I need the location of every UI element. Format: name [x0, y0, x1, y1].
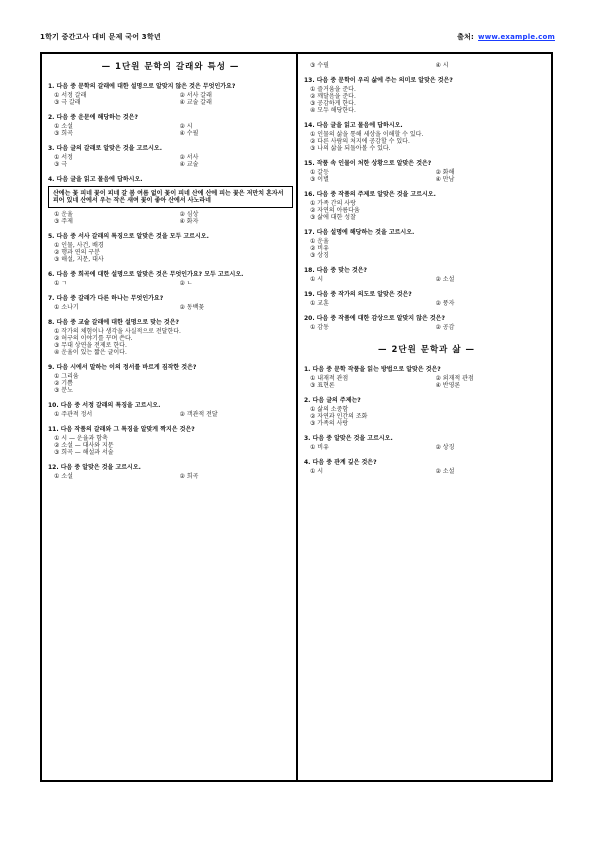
answer-option[interactable]: ③ 희곡 — [54, 130, 73, 137]
answer-option[interactable]: ② 서사 — [179, 154, 199, 161]
answer-option[interactable]: ③ 수필 — [310, 62, 329, 69]
question-item — [48, 295, 293, 311]
answer-option[interactable]: ② 화해 — [435, 169, 455, 176]
answer-option[interactable]: ① 시 — [310, 276, 324, 283]
answer-option[interactable]: ① ㄱ — [54, 280, 68, 287]
answer-option[interactable]: ① 갈등 — [310, 169, 329, 176]
question-stem: 18. 다음 중 맞는 것은? — [304, 267, 368, 274]
answer-option[interactable]: ② 자연과 인간의 조화 — [310, 413, 368, 420]
header-source-label: 출처: — [457, 33, 475, 41]
answer-options — [304, 324, 549, 331]
section-title-1: — 1단원 문학의 갈래와 특성 — — [101, 62, 240, 72]
answer-options — [304, 300, 549, 307]
answer-options — [304, 62, 549, 69]
answer-option[interactable]: ② ㄴ — [179, 280, 193, 287]
answer-option[interactable]: ② 풍자 — [435, 300, 455, 307]
answer-option[interactable]: ③ 이별 — [310, 176, 329, 183]
answer-option[interactable]: ① 삶의 소중함 — [310, 406, 349, 413]
answer-option[interactable]: ① 교훈 — [310, 300, 329, 307]
answer-option[interactable]: ① 시 — 운율과 함축 — [54, 435, 108, 442]
answer-option[interactable]: ① 서정 갈래 — [54, 92, 87, 99]
answer-options — [48, 373, 293, 394]
question-stem: 3. 다음 중 알맞은 것을 고르시오. — [304, 435, 393, 442]
question-item — [48, 271, 293, 287]
question-item — [304, 315, 549, 331]
answer-option[interactable]: ① 감동 — [310, 324, 329, 331]
question-item — [48, 145, 293, 168]
answer-options — [48, 211, 293, 225]
answer-options — [48, 242, 293, 263]
answer-option[interactable]: ③ 극 갈래 — [54, 99, 81, 106]
answer-option[interactable]: ② 시 — [179, 123, 193, 130]
answer-options — [48, 92, 293, 106]
answer-options — [48, 435, 293, 456]
question-stem: 15. 작품 속 인물이 처한 상황으로 알맞은 것은? — [304, 160, 432, 167]
section-title-2: — 2단원 문학과 삶 — — [377, 345, 476, 355]
answer-option[interactable]: ① 비유 — [310, 444, 329, 451]
answer-option[interactable]: ① 시 — [310, 468, 324, 475]
answer-option[interactable]: ① 인물의 삶을 통해 세상을 이해할 수 있다. — [310, 131, 424, 138]
answer-option[interactable]: ④ 반영론 — [435, 382, 461, 389]
answer-options — [48, 473, 293, 480]
answer-option[interactable]: ② 객관적 전달 — [179, 411, 218, 418]
answer-option[interactable]: ④ 운율이 있는 짧은 글이다. — [54, 349, 127, 356]
question-item — [304, 122, 549, 152]
answer-option[interactable]: ② 서사 갈래 — [179, 92, 212, 99]
question-item — [48, 176, 293, 225]
answer-option[interactable]: ① 운율 — [310, 238, 329, 245]
answer-option[interactable]: ② 공감 — [435, 324, 455, 331]
answer-option[interactable]: ③ 공감하게 한다. — [310, 100, 356, 107]
question-item — [304, 291, 549, 307]
question-stem: 11. 다음 작품의 갈래와 그 특징을 알맞게 짝지은 것은? — [48, 426, 195, 433]
answer-option[interactable]: ① 운율 — [54, 211, 73, 218]
page-header — [40, 30, 555, 44]
question-stem: 14. 다음 글을 읽고 물음에 답하시오. — [304, 122, 403, 129]
question-item — [304, 397, 549, 427]
question-item — [304, 77, 549, 114]
question-stem: 2. 다음 글의 주제는? — [304, 397, 361, 404]
answer-option[interactable]: ③ 극 — [54, 161, 68, 168]
question-item — [304, 62, 549, 69]
answer-options — [48, 280, 293, 287]
answer-option[interactable]: ③ 희곡 — 해설과 서술 — [54, 449, 114, 456]
answer-option[interactable]: ② 다른 사람의 처지에 공감할 수 있다. — [310, 138, 410, 145]
answer-option[interactable]: ② 자연의 아름다움 — [310, 207, 360, 214]
answer-options — [304, 238, 549, 259]
answer-option[interactable]: ② 상징 — [435, 444, 455, 451]
answer-option[interactable]: ② 기쁨 — [54, 380, 73, 387]
question-item — [304, 366, 549, 389]
answer-option[interactable]: ③ 나의 삶을 되돌아볼 수 있다. — [310, 145, 391, 152]
right-column — [304, 60, 549, 483]
question-stem: 8. 다음 중 교술 갈래에 대한 설명으로 맞는 것은? — [48, 319, 179, 326]
question-item — [48, 364, 293, 394]
answer-option[interactable]: ④ 수필 — [179, 130, 199, 137]
question-item — [48, 233, 293, 263]
answer-options — [304, 131, 549, 152]
question-stem: 4. 다음 글을 읽고 물음에 답하시오. — [48, 176, 143, 183]
answer-option[interactable]: ② 행과 연의 구분 — [54, 249, 100, 256]
question-stem: 12. 다음 중 알맞은 것을 고르시오. — [48, 464, 141, 471]
question-stem: 19. 다음 중 작가의 의도로 알맞은 것은? — [304, 291, 412, 298]
answer-option[interactable]: ② 비유 — [310, 245, 329, 252]
answer-options — [304, 86, 549, 114]
question-stem: 1. 다음 중 문학의 갈래에 대한 설명으로 알맞지 않은 것은 무엇인가요? — [48, 83, 236, 90]
answer-option[interactable]: ② 희곡 — [179, 473, 199, 480]
answer-option[interactable]: ① 서정 — [54, 154, 73, 161]
question-stem: 20. 다음 중 작품에 대한 감상으로 알맞지 않은 것은? — [304, 315, 445, 322]
question-stem: 13. 다음 중 문학이 우리 삶에 주는 의미로 알맞은 것은? — [304, 77, 453, 84]
answer-option[interactable]: ② 소설 — 대사와 지문 — [54, 442, 114, 449]
answer-option[interactable]: ① 소설 — [54, 473, 73, 480]
answer-option[interactable]: ① 가족 간의 사랑 — [310, 200, 356, 207]
answer-option[interactable]: ② 외재적 관점 — [435, 375, 474, 382]
question-item — [304, 160, 549, 183]
question-stem: 1. 다음 중 문학 작품을 읽는 방법으로 알맞은 것은? — [304, 366, 441, 373]
answer-options — [304, 169, 549, 183]
question-item — [304, 267, 549, 283]
question-stem: 6. 다음 중 희곡에 대한 설명으로 알맞은 것은 무엇인가요? 모두 고르시오. — [48, 271, 244, 278]
question-item — [304, 435, 549, 451]
answer-options — [48, 328, 293, 356]
answer-option[interactable]: ④ 교술 — [179, 161, 199, 168]
answer-option[interactable]: ② 깨달음을 준다. — [310, 93, 356, 100]
answer-option[interactable]: ② 소설 — [435, 468, 455, 475]
question-stem: 5. 다음 중 서사 갈래의 특징으로 알맞은 것을 모두 고르시오. — [48, 233, 209, 240]
answer-option[interactable]: ④ 만남 — [435, 176, 455, 183]
answer-option[interactable]: ④ 모두 해당한다. — [310, 107, 356, 114]
answer-option[interactable]: ③ 해설, 지문, 대사 — [54, 256, 104, 263]
column-divider — [296, 52, 298, 782]
answer-option[interactable]: ② 허구의 이야기를 꾸며 쓴다. — [54, 335, 133, 342]
answer-options — [304, 375, 549, 389]
question-item — [304, 459, 549, 475]
question-item — [304, 191, 549, 221]
answer-option[interactable]: ③ 표현론 — [310, 382, 335, 389]
answer-option[interactable]: ① 소나기 — [54, 304, 79, 311]
question-stem: 7. 다음 중 갈래가 다른 하나는 무엇인가요? — [48, 295, 164, 302]
answer-option[interactable]: ① 내재적 관점 — [310, 375, 349, 382]
answer-options — [48, 154, 293, 168]
answer-option[interactable]: ④ 시 — [435, 62, 449, 69]
answer-option[interactable]: ① 그리움 — [54, 373, 79, 380]
question-item — [48, 426, 293, 456]
question-stem: 4. 다음 중 관계 깊은 것은? — [304, 459, 377, 466]
question-stem: 3. 다음 글의 갈래로 알맞은 것을 고르시오. — [48, 145, 163, 152]
answer-options — [304, 444, 549, 451]
answer-option[interactable]: ① 즐거움을 준다. — [310, 86, 356, 93]
answer-option[interactable]: ③ 무대 상연을 전제로 한다. — [54, 342, 127, 349]
question-stem: 10. 다음 중 서정 갈래의 특징을 고르시오. — [48, 402, 161, 409]
header-title: 1학기 중간고사 대비 문제 국어 3학년 — [40, 33, 161, 41]
answer-options — [304, 276, 549, 283]
answer-option[interactable]: ② 소설 — [435, 276, 455, 283]
passage-box: 산에는 꽃 피네 꽃이 피네 갈 봄 여름 없이 꽃이 피네 산에 산에 피는 꽃은 저만치 혼자서 피어 있네 산에서 우는 작은 새여 꽃이 좋아 산에서 사노라네 — [48, 186, 293, 208]
answer-option[interactable]: ③ 삶에 대한 성찰 — [310, 214, 356, 221]
question-item — [304, 229, 549, 259]
answer-option[interactable]: ① 인물, 사건, 배경 — [54, 242, 104, 249]
answer-options — [304, 200, 549, 221]
left-column — [48, 60, 293, 488]
answer-option[interactable]: ① 소설 — [54, 123, 73, 130]
answer-option[interactable]: ② 심상 — [179, 211, 199, 218]
answer-options — [48, 123, 293, 137]
answer-option[interactable]: ① 주관적 정서 — [54, 411, 93, 418]
right-question-list-2 — [304, 366, 549, 475]
answer-option[interactable]: ③ 분노 — [54, 387, 73, 394]
answer-option[interactable]: ③ 주제 — [54, 218, 73, 225]
answer-option[interactable]: ③ 가족의 사랑 — [310, 420, 349, 427]
answer-option[interactable]: ② 동백꽃 — [179, 304, 205, 311]
question-stem: 16. 다음 중 작품의 주제로 알맞은 것을 고르시오. — [304, 191, 436, 198]
answer-options — [304, 468, 549, 475]
header-source-link[interactable]: www.example.com — [478, 33, 555, 41]
header-source — [457, 32, 555, 42]
left-question-list — [48, 83, 293, 480]
right-question-list — [304, 62, 549, 331]
answer-options — [48, 304, 293, 311]
question-item — [48, 464, 293, 480]
answer-option[interactable]: ④ 교술 갈래 — [179, 99, 212, 106]
question-item — [48, 83, 293, 106]
question-item — [48, 402, 293, 418]
question-item — [48, 114, 293, 137]
question-stem: 9. 다음 시에서 말하는 이의 정서를 바르게 짐작한 것은? — [48, 364, 197, 371]
answer-options — [48, 411, 293, 418]
question-stem: 2. 다음 중 운문에 해당하는 것은? — [48, 114, 138, 121]
question-stem: 17. 다음 설명에 해당하는 것을 고르시오. — [304, 229, 415, 236]
answer-options — [304, 406, 549, 427]
answer-option[interactable]: ③ 상징 — [310, 252, 329, 259]
answer-option[interactable]: ④ 화자 — [179, 218, 199, 225]
answer-option[interactable]: ① 작가의 체험이나 생각을 사실적으로 전달한다. — [54, 328, 181, 335]
question-item — [48, 319, 293, 356]
